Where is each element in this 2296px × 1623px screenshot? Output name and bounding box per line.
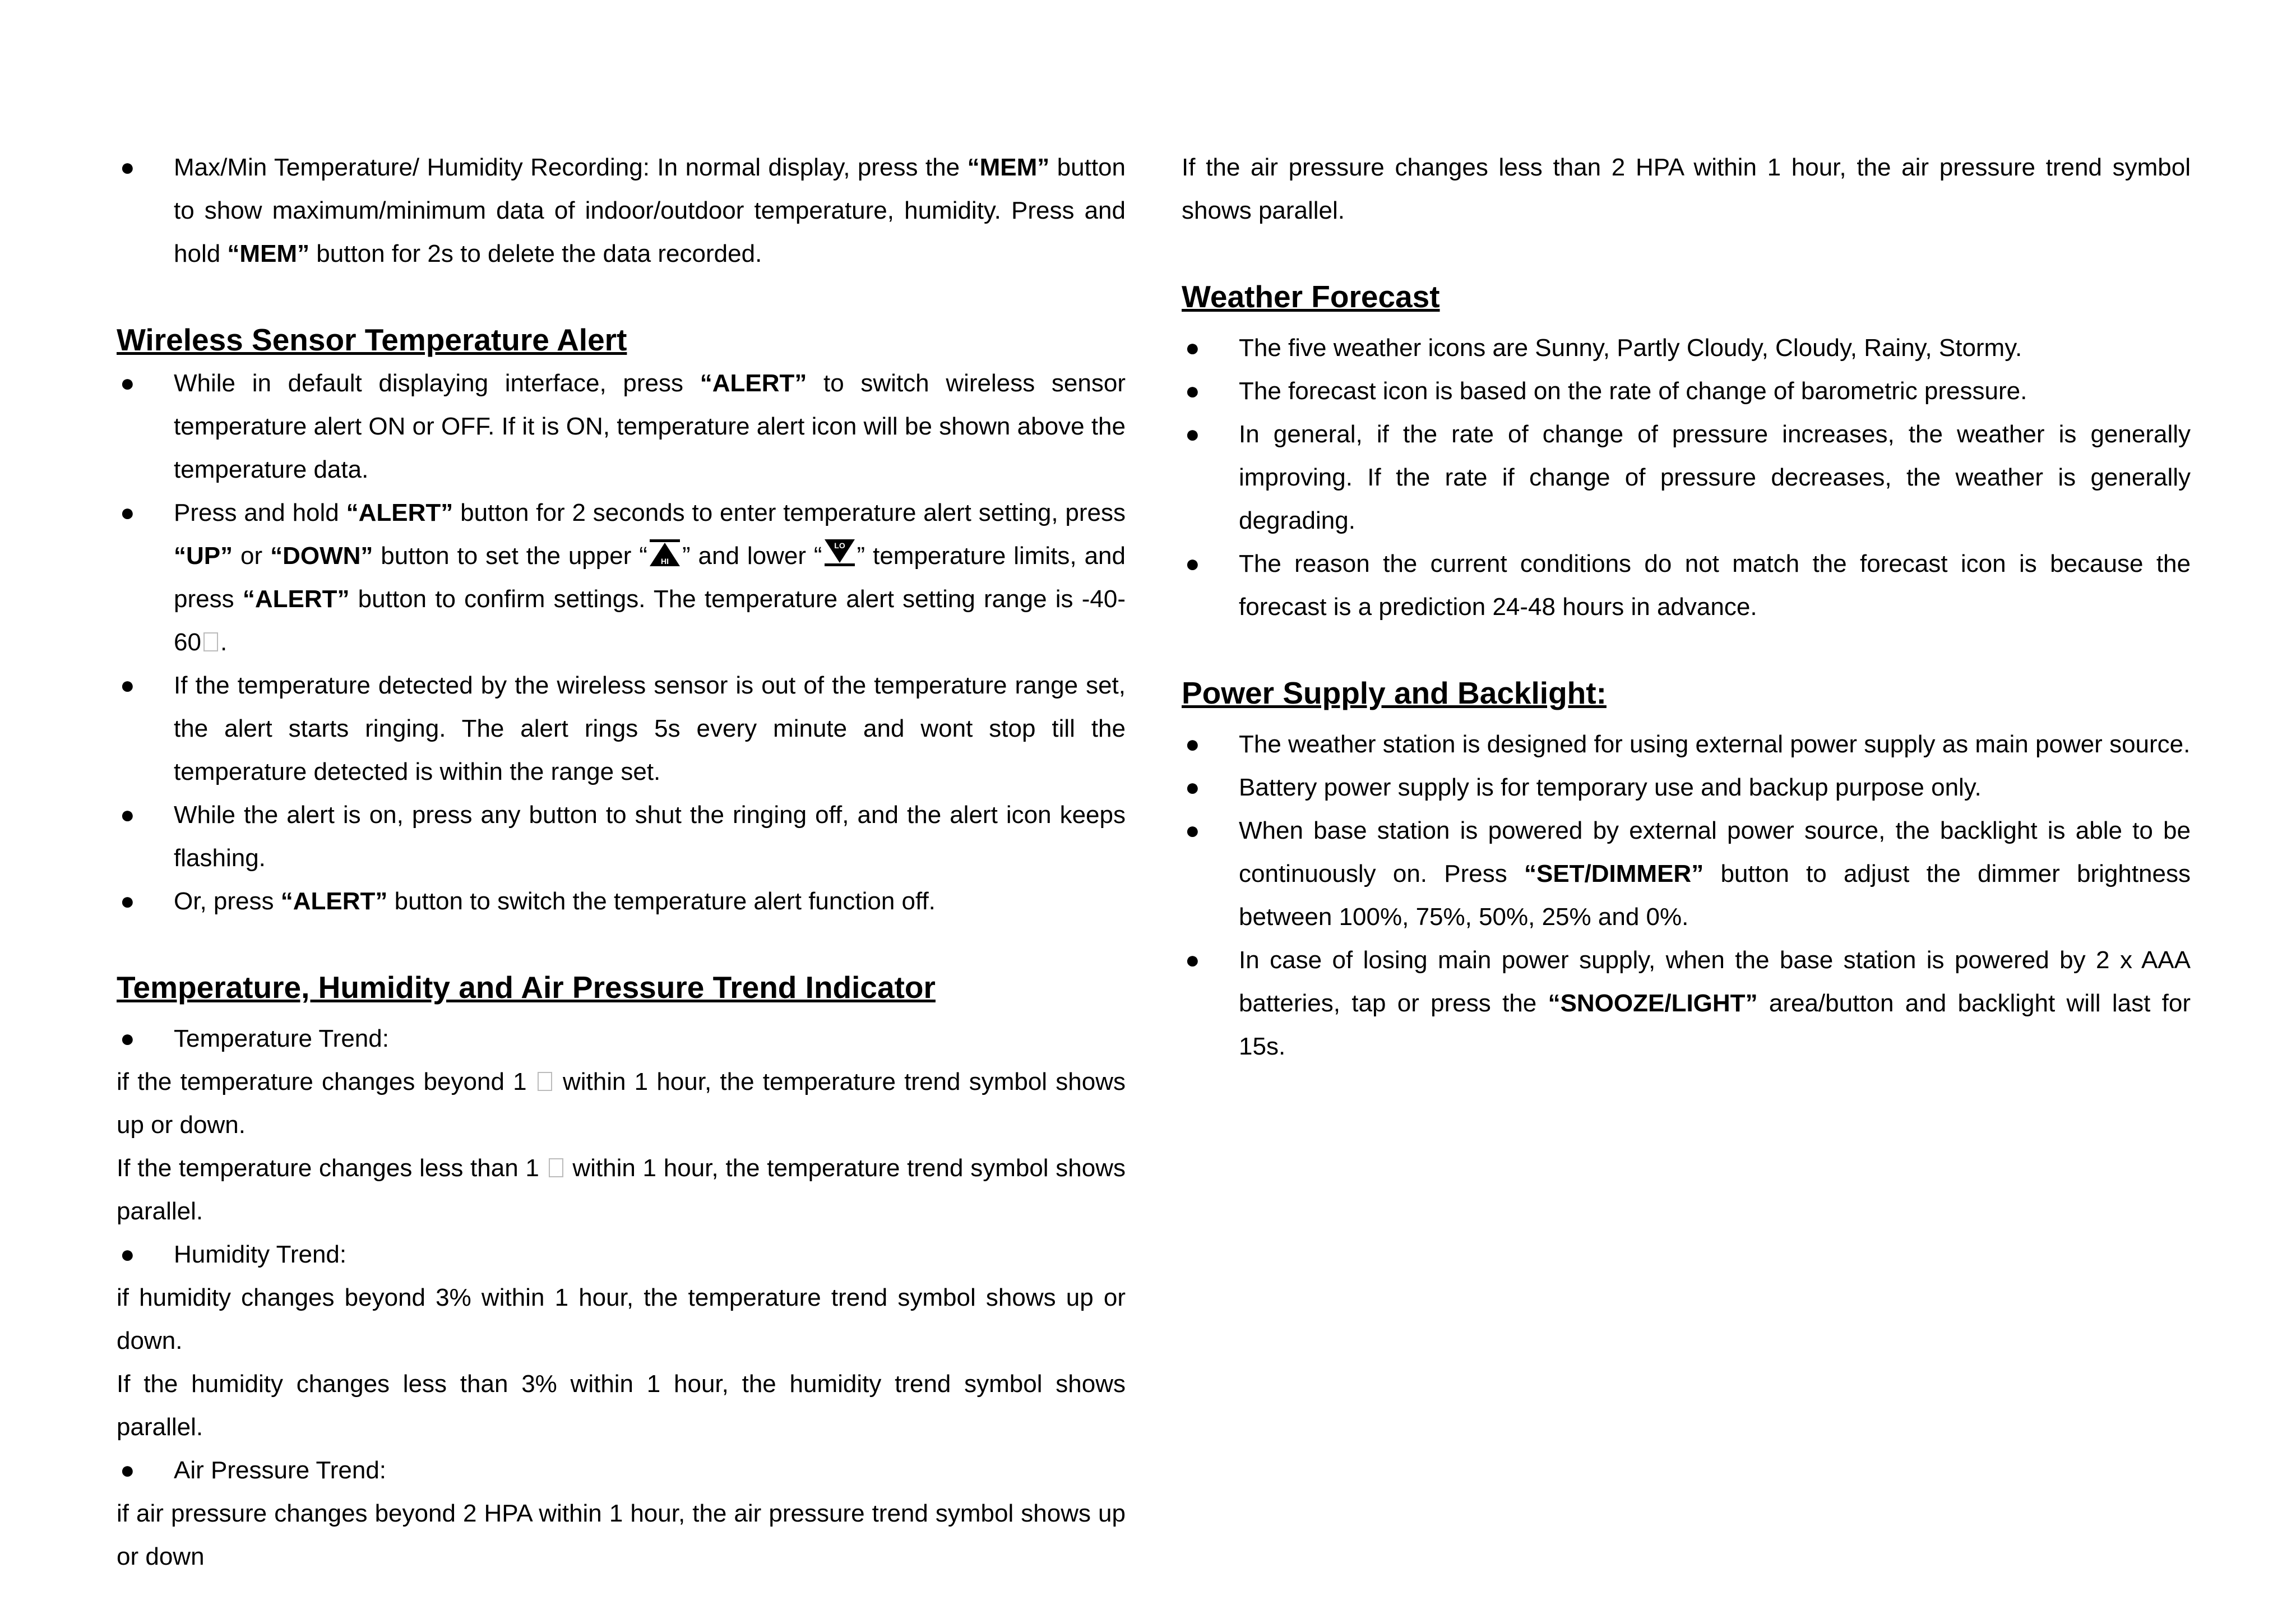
power-item-3: ● When base station is powered by external power source, the backlight is able to be continuously on. Press “SET/DIMMER” button to adjust the dimmer brightness between 100%, 75%, 50%, 25% and 0%.	[1182, 809, 2191, 938]
alert-section-heading: Wireless Sensor Temperature Alert	[117, 322, 627, 357]
forecast-item-4: ● The reason the current conditions do not match the forecast icon is because the forecast is a prediction 24-48 hours in advance.	[1182, 542, 2191, 628]
bullet-icon: ●	[120, 672, 135, 699]
bullet-icon: ●	[1185, 730, 1200, 758]
temp-trend-text-2: If the temperature changes less than 1 within 1 hour, the temperature trend symbol shows parallel.	[117, 1154, 1126, 1225]
trend-section-heading: Temperature, Humidity and Air Pressure Trend Indicator	[117, 970, 936, 1005]
humidity-trend-text-2: If the humidity changes less than 3% within 1 hour, the humidity trend symbol shows parallel.	[117, 1370, 1126, 1441]
humidity-trend-item: ● Humidity Trend:	[117, 1233, 1126, 1276]
bullet-icon: ●	[1185, 774, 1200, 801]
missing-glyph-icon	[538, 1072, 552, 1091]
missing-glyph-icon	[203, 632, 218, 651]
forecast-item-1: ● The five weather icons are Sunny, Partly Cloudy, Cloudy, Rainy, Stormy.	[1182, 326, 2191, 369]
bullet-icon: ●	[1185, 334, 1200, 362]
power-section-heading: Power Supply and Backlight:	[1182, 676, 1607, 710]
alert-item-3: ● If the temperature detected by the wireless sensor is out of the temperature range set, the alert starts ringing. The alert rings 5s every minute and wont stop till the temperature detected is within the range set.	[117, 664, 1126, 793]
bullet-icon: ●	[1185, 946, 1200, 974]
temp-trend-item: ● Temperature Trend:	[117, 1017, 1126, 1060]
bullet-icon: ●	[120, 1025, 135, 1052]
power-item-2: ● Battery power supply is for temporary use and backup purpose only.	[1182, 766, 2191, 809]
power-item-1: ● The weather station is designed for using external power supply as main power source.	[1182, 723, 2191, 766]
alert-item-4: ● While the alert is on, press any button to shut the ringing off, and the alert icon keeps flashing.	[117, 793, 1126, 880]
temp-trend-text-1: if the temperature changes beyond 1 within 1 hour, the temperature trend symbol shows up or down.	[117, 1068, 1126, 1139]
missing-glyph-icon	[549, 1158, 563, 1177]
forecast-item-2: ● The forecast icon is based on the rate of change of barometric pressure.	[1182, 369, 2191, 413]
hi-limit-icon	[647, 538, 682, 567]
bullet-icon: ●	[1185, 817, 1200, 844]
humidity-trend-text-1: if humidity changes beyond 3% within 1 hour, the temperature trend symbol shows up or down.	[117, 1284, 1126, 1354]
forecast-section-heading: Weather Forecast	[1182, 279, 1440, 314]
lo-limit-icon	[822, 538, 857, 567]
alert-item-2: ● Press and hold “ALERT” button for 2 seconds to enter temperature alert setting, press “UP” or “DOWN” button to set the upper “ HI ” and lower “ LO ” temperature limits, and press “ALERT” button to confirm settings. The temperature alert setting range is -40-60 .	[117, 491, 1126, 664]
left-column	[117, 146, 1126, 1578]
bullet-icon: ●	[120, 499, 135, 526]
alert-item-1: ● While in default displaying interface, press “ALERT” to switch wireless sensor temperature alert ON or OFF. If it is ON, temperature alert icon will be shown above the temperature data.	[117, 362, 1126, 491]
svg-text:LO: LO	[834, 541, 845, 550]
bullet-icon: ●	[1185, 377, 1200, 405]
bullet-icon: ●	[120, 887, 135, 915]
right-column	[1182, 146, 2191, 1068]
bullet-icon: ●	[1185, 550, 1200, 577]
forecast-item-3: ● In general, if the rate of change of pressure increases, the weather is generally improving. If the rate if change of pressure decreases, the weather is generally degrading.	[1182, 413, 2191, 542]
air-trend-text-1: if air pressure changes beyond 2 HPA within 1 hour, the air pressure trend symbol shows up or down	[117, 1500, 1126, 1570]
alert-item-5: ● Or, press “ALERT” button to switch the temperature alert function off.	[117, 880, 1126, 923]
bullet-icon: ●	[120, 154, 135, 181]
bullet-icon: ●	[120, 801, 135, 829]
power-item-4: ● In case of losing main power supply, when the base station is powered by 2 x AAA batteries, tap or press the “SNOOZE/LIGHT” area/button and backlight will last for 15s.	[1182, 938, 2191, 1068]
bullet-icon: ●	[120, 1456, 135, 1484]
mem-recording-item: ● Max/Min Temperature/ Humidity Recording: In normal display, press the “MEM” button to show maximum/minimum data of indoor/outdoor temperature, humidity. Press and hold “MEM” button for 2s to delete the data recorded.	[117, 146, 1126, 275]
bullet-icon: ●	[120, 369, 135, 397]
bullet-icon: ●	[1185, 420, 1200, 448]
air-trend-item: ● Air Pressure Trend:	[117, 1449, 1126, 1492]
bullet-icon: ●	[120, 1241, 135, 1268]
svg-text:HI: HI	[660, 557, 669, 566]
air-trend-text-2: If the air pressure changes less than 2 HPA within 1 hour, the air pressure trend symbol shows parallel.	[1182, 154, 2191, 224]
